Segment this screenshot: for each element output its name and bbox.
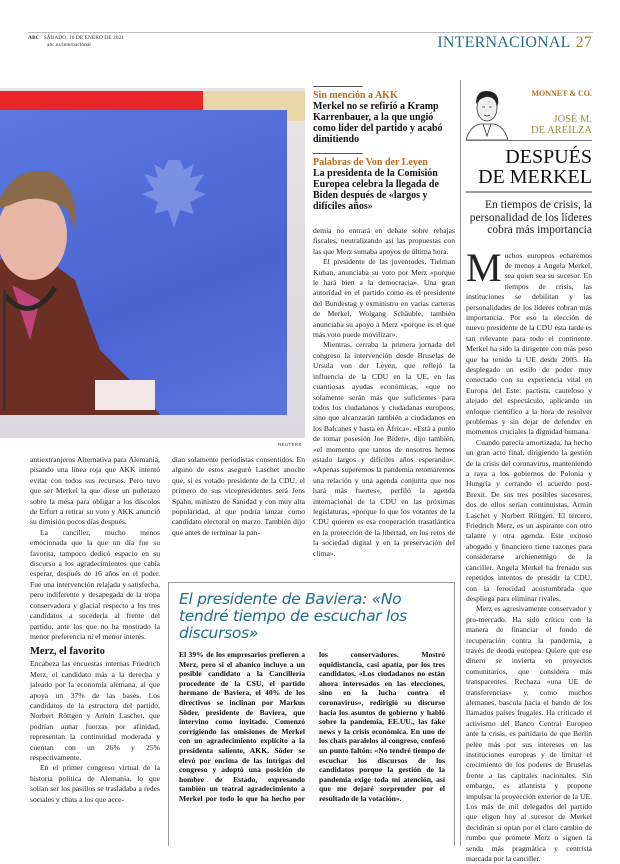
paragraph: Encabeza las encuestas internas Friedrich Merz, el candidato más a la derecha y jaleado por la economía alemana, al que apoya un 37% de las bases. Los candidatos de la estructura del partido, Norbert Röttgen y Armin Laschet, que podrían aunar fuerzas por afinidad, representan la continuidad moderada y cuentan con un 26% y 25% respectivamente. — [30, 659, 160, 763]
author-portrait-icon — [466, 84, 508, 140]
paragraph: dian solamente periodistas consentidos. En alguno de estos aseguró Laschet anoche que, si es votado presidente de la CDU, el primero de sus vicepresidentes será Jens Spahn, ministro de Sanidad y con muy alta popularidad, al que podría lanzar como candidato electoral en marzo. También dijo que antes de terminar la pan- — [172, 455, 305, 538]
author-name-line: DE AREILZA — [531, 125, 592, 136]
section-title: INTERNACIONAL — [437, 34, 570, 51]
photo-red-banner — [0, 91, 203, 110]
header-rule — [28, 32, 593, 33]
middle-column — [313, 86, 455, 559]
paragraph: La canciller, mucho menos emocionada que la que un día fue su favorita, tampoco dedicó espacio en su discurso a los agradecimientos que cabía esperar, después de 16 años en el poder. Fue una intervención relajada y satisfecha, pero indiferente y desapegada de la tropa conservadora y glacial respecto a los tres candidatos a sucederla al frente del partido, ante los que no ha mostrado la menor preferencia ni el menor interés. — [30, 528, 160, 642]
page-number: 27 — [576, 34, 592, 51]
author-name-line: JOSÉ M. — [531, 114, 592, 125]
photo-credit: REUTERS — [278, 442, 302, 447]
opinion-title-line: DE MERKEL — [466, 167, 592, 187]
merkel-figure-icon — [0, 110, 287, 415]
opinion-header — [466, 84, 592, 140]
brand-label: ABC — [28, 35, 40, 41]
paragraph: Merz es agresivamente conservador y pro-mercado. Ha sido crítico con la manera de financiar el fondo de recuperación contra la pandemia, a través de deuda europea. Quiere que ese dinero se invierta en proyectos comunitarios, que considera más transparentes. Rechaza «una UE de transferencias» y, como muchos alemanes, bascula hacia el bando de los llamados países frugales. Ha criticado el activismo del Banco Central Europeo ante la crisis, es partidario de que Berlín pelee más por sus intereses en las instituciones europeas y de limitar el crecimiento de los poderes de Bruselas frente a las capitales nacionales. Sin embargo, es atlantista y propone impulsar la proyección exterior de la UE. Los más de mil delegados del partido que eligen hoy al sucesor de Merkel decidirán si optan por el claro cambio de rumbo que promete Merz o siguen la senda más pragmática y centrista marcada por la canciller. — [466, 604, 592, 864]
sidebar-rule — [313, 86, 363, 87]
paragraph: antiextranjeros Alternativa para Alemania, pisando una línea roja que AKK intentó evitar con todos sus recursos. Pero tuvo que ser Merkel la que diese un puñetazo sobre la mesa para obligar a los díscolos de Erfurt a retirar su voto y AKK anunció su dimisión pocos días después. — [30, 455, 160, 528]
paragraph — [466, 251, 592, 438]
article-column-3 — [313, 226, 455, 559]
opinion-body — [466, 251, 592, 864]
paragraph: Cuando parecía amortizada, ha hecho un gran acto final, dirigiendo la gestión de la crisis del coronavirus, manteniendo a raya a los gobiernos de Polonia y Hungría y cerrando el acuerdo post-Brexit. De sus tres posibles sucesores, dos de ellos serían continuistas, Armin Laschet y Norbert Röttgen. El tercero, Friedrich Merz, es un aspirante con otro talante y otra agenda. Este exitoso abogado y financiero tiene razones para considerarse archienemigo de la canciller. Angela Merkel ha frenado sus repetidos intentos de presidir la CDU, con la ferocidad acostumbrada que despliega para eliminar rivales. — [466, 438, 592, 605]
opinion-column — [466, 84, 592, 864]
sidebar-kicker: Sin mención a AKK — [313, 90, 455, 101]
opinion-rule — [466, 191, 592, 193]
sidebar-quote-akk — [313, 86, 455, 145]
baviera-box — [168, 582, 455, 846]
opinion-rule — [466, 140, 592, 141]
paragraph: demia no entrará en debate sobre rebajas fiscales, neutralizando así las propuestas con las que Merz sumaba apoyos de última hora. — [313, 226, 455, 257]
video-screen — [0, 110, 287, 415]
paragraph: En el primer congreso virtual de la historia política de Alemania, lo que solían ser los pasillos se trasladaba a redes sociales y chats a los que acce- — [30, 763, 160, 805]
drop-cap: M — [466, 252, 502, 283]
opinion-subtitle: En tiempos de crisis, la personalidad de los líderes cobra más importancia — [466, 199, 592, 237]
article-column-1 — [30, 455, 160, 805]
article-subheading: Merz, el favorito — [30, 646, 160, 658]
author-portrait — [466, 84, 508, 140]
paragraph: El presidente de las juventudes, Tielman Kuban, anunciaba su voto por Merz «porque le hará bien a la democracia». Una gran autoridad en el partido como es el presidente del Bundestag y exministro en varias carteras de Merkel, Wolgang Schäuble, también anunciaba su apoyo a Merz «porque es el que más voto puede movilizar». — [313, 257, 455, 340]
paragraph-text: uchos europeos echaremos de menos a Angela Merkel, sea quien sea su sucesor. En tiempos de crisis, las instituciones se debilitan y las personalidades de los líderes cobran más importancia. Por eso la elección de nuevo presidente de la CDU esta tarde es tan relevante para todo el continente. Merkel ha sido la dirigente con más peso que ha tenido la UE desde 2005. Ha desplegado un estilo de poder muy conectado con su experiencia vital en Europa del Este: pactista, cauteloso y alejado del espectáculo, aplicando un enfoque científico a la hora de resolver problemas y sin dejar de defender en momentos cruciales la dignidad humana. — [466, 251, 592, 437]
sidebar-text: Merkel no se refirió a Kramp Karrenbauer, a la que ungió como líder del partido y acabó dimitiendo — [313, 101, 455, 145]
article-column-2 — [172, 455, 305, 538]
opinion-title — [466, 147, 592, 187]
section-url: abc.es/internacional — [28, 42, 124, 49]
opinion-title-line: DESPUÉS — [466, 147, 592, 167]
box-body: El 39% de los empresarios prefieren a Merz, pero si el abanico incluye a un posible candidato a la Cancillería procedente de la CSU, el partido hermano de Baviera, el 40% de los directivos se inclinan por Markus Söder, presidente de Baviera, que intervino como invitado. Comenzó corrigiendo las omisiones de Merkel con un agradecimiento explícito a la presidenta saliente, AKK. Söder se elevó por encima de las intrigas del congreso y adoptó una posición de hombre de Estado, expresando también un teatral agradecimiento a Merkel por todo lo que ha hecho por los conservadores. Mostró equidistancia, casi apatía, por los tres candidatos. «Los ciudadanos no están ahora interesados en las elecciones, sino en la lucha contra el coronavirus», redirigió su discurso hacia los asuntos de gobierno y habló sobre la pandemia, EE.UU., las fake news y la crisis económica. En uno de los chats paralelos al congreso, confesó un punto faltón: «No tendré tiempo de escuchar los discursos de los candidatos porque la gestión de la pandemia exige toda mi atención, así que me dejaré sorprender por el resultado de la votación». — [179, 650, 445, 804]
issue-date: SÁBADO, 16 DE ENERO DE 2021 — [44, 35, 124, 41]
author-name — [531, 114, 592, 136]
page-header-meta — [28, 35, 124, 48]
sidebar-quote-von-der-leyen — [313, 153, 455, 212]
opinion-byline — [531, 84, 592, 140]
box-title: El presidente de Baviera: «No tendré tiempo de escuchar los discursos» — [179, 591, 445, 642]
sidebar-rule — [313, 153, 363, 154]
sidebar-text: La presidenta de la Comisión Europea celebra la llegada de Biden después de «largos y difíciles años» — [313, 168, 455, 212]
merkel-photo — [0, 88, 305, 438]
column-divider — [460, 80, 461, 846]
sidebar-kicker: Palabras de Von der Leyen — [313, 157, 455, 168]
section-header — [437, 34, 592, 52]
opinion-section-label: MONNET & CO. — [531, 89, 592, 98]
paragraph: Mientras, cerraba la primera jornada del congreso la intervención desde Bruselas de Ursula von der Leyen, que reflejó la influencia de la CDU en la UE, en las cuantiosas ayudas económicas, «que no solamente serán más que suficientes para todos los ciudadanos y ciudadanas europeos, sino que alcanzarán también a ciudadanos en los Balcanes y hasta en África». «Está a punto de tomar posesión Joe Biden», dijo también, «el momento que tantos de nosotros hemos estado largos y difíciles años esperando». «Apenas superemos la pandemia retomaremos una relación y una agenda conjunta que nos hará más fuertes», perfiló la agenda internacional de la CDU en las próximas legislaturas, «porque lo que los votantes de la CDU quieren es esa cooperación trasatlántica en la protección de la libertad, en los retos de la sociedad digital y en la preservación del clima». — [313, 340, 455, 559]
